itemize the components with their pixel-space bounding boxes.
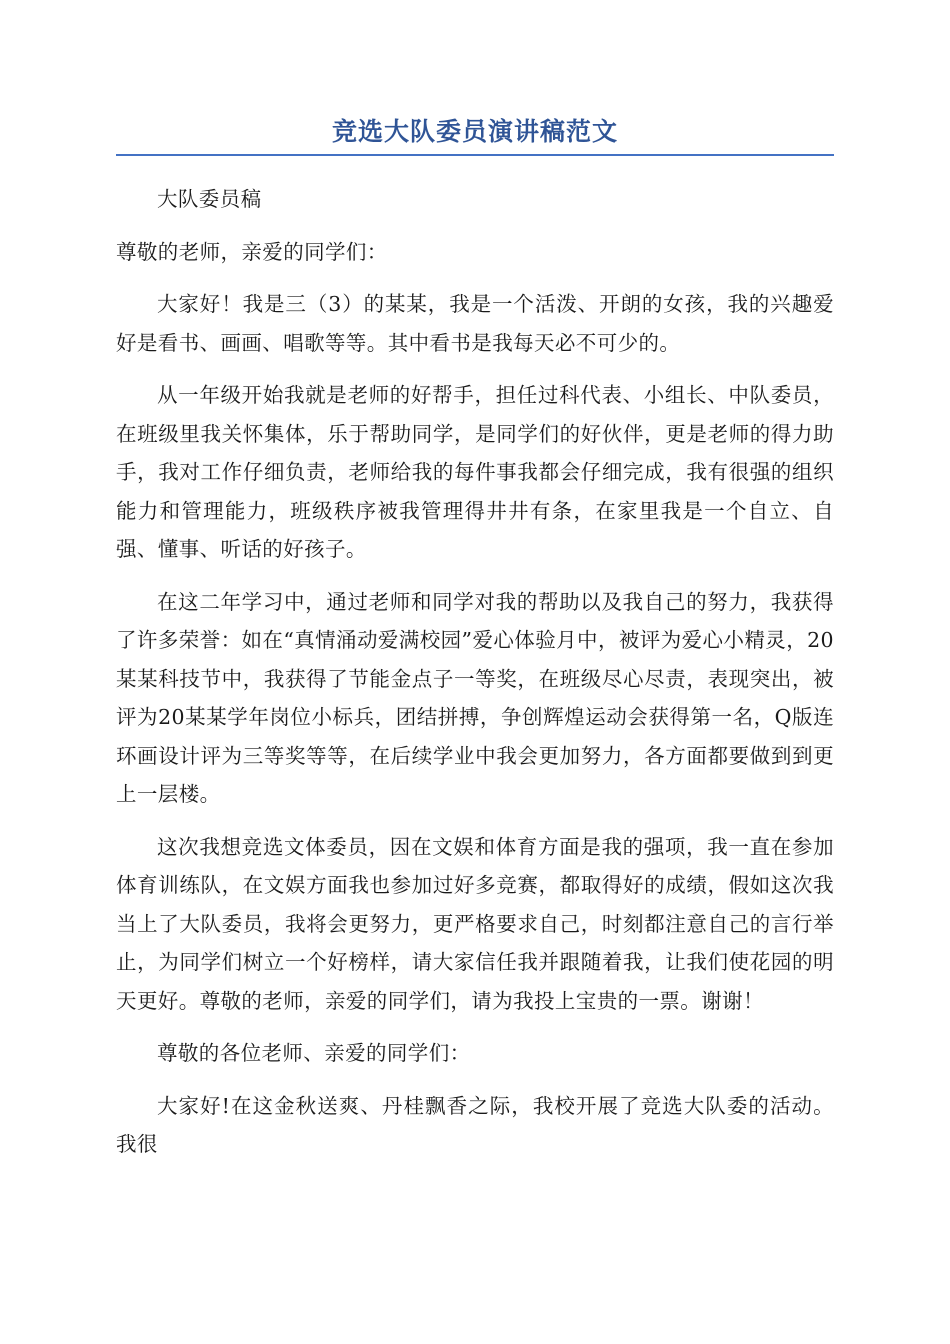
paragraph-second-opening: 大家好!在这金秋送爽、丹桂飘香之际，我校开展了竞选大队委的活动。我很 — [116, 1093, 834, 1156]
title-underline — [116, 154, 834, 156]
paragraph-experience: 从一年级开始我就是老师的好帮手，担任过科代表、小组长、中队委员，在班级里我关怀集体，乐于帮助同学，是同学们的好伙伴，更是老师的得力助手，我对工作仔细负责，老师给我的每件事我都会仔细完成，我有很强的组织能力和管理能力，班级秩序被我管理得井井有条，在家里我是一个自立、自强、懂事、听话的好孩子。 — [116, 383, 834, 561]
paragraph-heading: 大队委员稿 — [157, 187, 262, 211]
document-page — [116, 112, 834, 1164]
paragraph-salutation: 尊敬的老师，亲爱的同学们： — [116, 239, 388, 264]
paragraph-second-salutation: 尊敬的各位老师、亲爱的同学们： — [157, 1041, 471, 1065]
document-title: 竞选大队委员演讲稿范文 — [331, 117, 618, 146]
paragraph-candidacy: 这次我想竞选文体委员，因在文娱和体育方面是我的强项，我一直在参加体育训练队，在文娱方面我也参加过好多竞赛，都取得好的成绩，假如这次我当上了大队委员，我将会更努力，更严格要求自己，时刻都注意自己的言行举止，为同学们树立一个好榜样，请大家信任我并跟随着我，让我们使花园的明天更好。尊敬的老师，亲爱的同学们，请为我投上宝贵的一票。谢谢！ — [116, 834, 834, 1013]
paragraph-honors: 在这二年学习中，通过老师和同学对我的帮助以及我自己的努力，我获得了许多荣誉：如在“真情涌动爱满校园”爱心体验月中，被评为爱心小精灵，20某某科技节中，我获得了节能金点子一等奖，在班级尽心尽责，表现突出，被评为20某某学年岗位小标兵，团结拼搏，争创辉煌运动会获得第一名，Q版连环画设计评为三等奖等等，在后续学业中我会更加努力，各方面都要做到到更上一层楼。 — [116, 589, 834, 806]
paragraph-introduction: 大家好！我是三（3）的某某，我是一个活泼、开朗的女孩，我的兴趣爱好是看书、画画、唱歌等等。其中看书是我每天必不可少的。 — [116, 292, 834, 355]
